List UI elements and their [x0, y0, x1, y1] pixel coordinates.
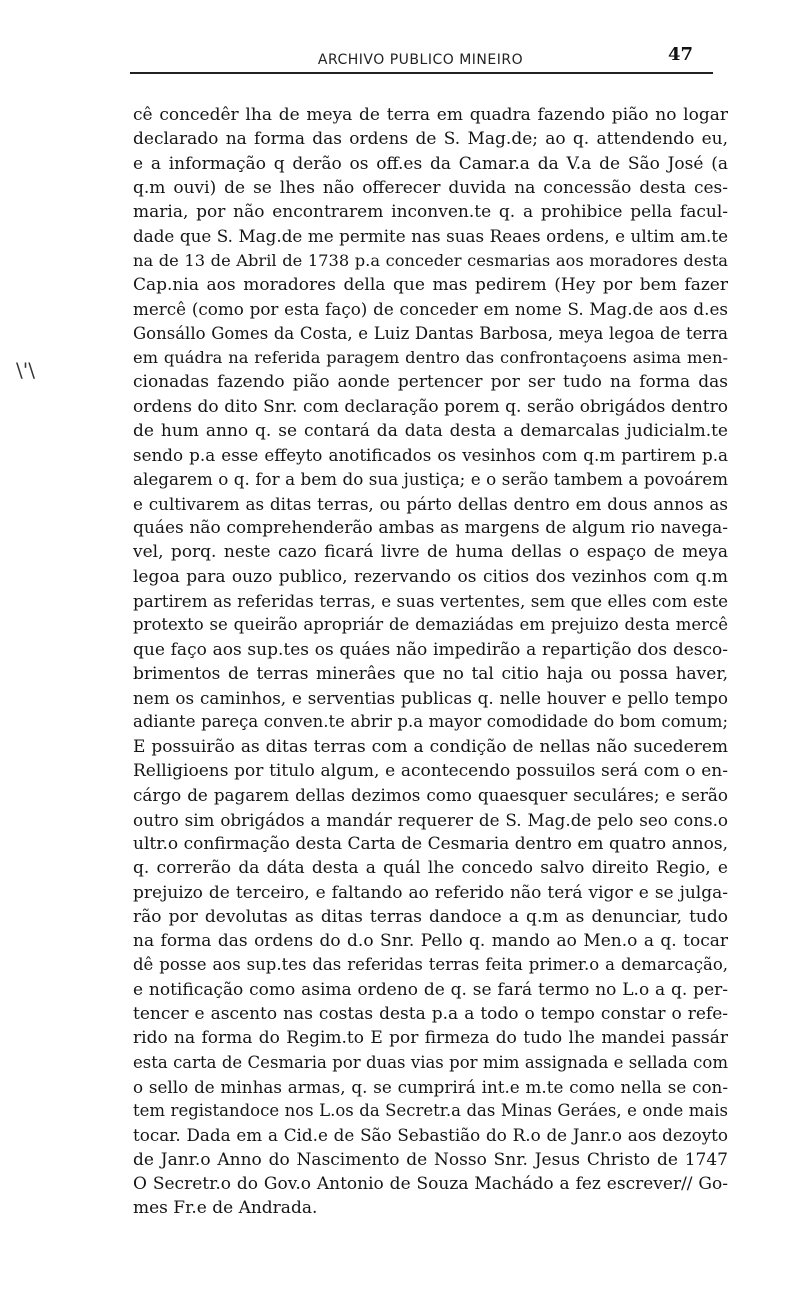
text-line: brimentos de terras minerâes que no tal citio haja ou possa haver,	[133, 663, 728, 684]
text-line: de Janr.o Anno do Nascimento de Nosso Snr. Jesus Christo de 1747	[133, 1149, 728, 1170]
text-line: q.m ouvi) de se lhes não offerecer duvida na concessão desta ces-	[133, 177, 728, 198]
text-line: tem registandoce nos L.os da Secretr.a das Minas Geráes, e onde mais	[133, 1101, 728, 1121]
text-line: cionadas fazendo pião aonde pertencer por ser tudo na forma das	[133, 372, 728, 393]
text-line: maria, por não encontrarem inconven.te q. a prohibice pella facul-	[133, 202, 728, 223]
text-line: alegarem o q. for a bem do sua justiça; e o serão tambem a povoárem	[133, 469, 728, 490]
text-line: cê concedêr lha de meya de terra em quadra fazendo pião no logar	[133, 105, 728, 125]
text-line: prejuizo de terceiro, e faltando ao referido não terá vigor e se julga-	[133, 882, 728, 903]
text-line: tocar. Dada em a Cid.e de São Sebastião do R.o de Janr.o aos dezoyto	[133, 1125, 728, 1146]
text-line: ordens do dito Snr. com declaração porem q. serão obrigádos dentro	[133, 396, 728, 417]
header-rule	[130, 72, 713, 74]
text-line: O Secretr.o do Gov.o Antonio de Souza Machádo a fez escrever// Go-	[133, 1174, 728, 1195]
text-line: E possuirão as ditas terras com a condição de nellas não sucederem	[133, 736, 728, 757]
text-line: em quádra na referida paragem dentro das confrontaçoens asima men-	[133, 347, 728, 367]
text-line: mes Fr.e de Andrada.	[133, 1198, 318, 1219]
text-line: vel, porq. neste cazo ficará livre de huma dellas o espaço de meya	[133, 542, 728, 563]
text-line: de hum anno q. se contará da data desta a demarcalas judicialm.te	[133, 420, 728, 441]
text-line: dê posse aos sup.tes das referidas terras feita primer.o a demarcação,	[133, 955, 728, 975]
margin-mark: \'\	[16, 358, 35, 382]
page-number: 47	[667, 44, 693, 65]
text-line: esta carta de Cesmaria por duas vias por mim assignada e sellada com	[133, 1052, 728, 1072]
text-line: Gonsállo Gomes da Costa, e Luiz Dantas Barbosa, meya legoa de terra	[133, 323, 728, 343]
body-text	[133, 103, 728, 1221]
text-line: declarado na forma das ordens de S. Mag.de; ao q. attendendo eu,	[133, 129, 728, 150]
text-line: Cap.nia aos moradores della que mas pedirem (Hey por bem fazer	[133, 275, 728, 296]
text-line: ultr.o confirmação desta Carta de Cesmaria dentro em quatro annos,	[133, 833, 728, 854]
text-line: outro sim obrigádos a mandár requerer de S. Mag.de pelo seo cons.o	[133, 809, 728, 830]
text-line: protexto se queirão apropriár de demaziádas em prejuizo desta mercê	[133, 615, 728, 635]
text-line: cárgo de pagarem dellas dezimos como quaesquer seculáres; e serão	[133, 785, 728, 806]
text-line: nem os caminhos, e serventias publicas q. nelle houver e pello tempo	[133, 688, 728, 709]
text-line: o sello de minhas armas, q. se cumprirá int.e m.te como nella se con-	[133, 1076, 728, 1097]
text-line: que faço aos sup.tes os quáes não impedirão a repartição dos desco-	[133, 639, 728, 660]
text-line: e cultivarem as ditas terras, ou párto dellas dentro em dous annos as	[133, 493, 728, 514]
text-line: dade que S. Mag.de me permite nas suas Reaes ordens, e ultim am.te	[133, 226, 728, 247]
text-line: Relligioens por titulo algum, e acontecendo possuilos será com o en-	[133, 761, 728, 782]
text-line: legoa para ouzo publico, rezervando os citios dos vezinhos com q.m	[133, 566, 728, 587]
text-line: rão por devolutas as ditas terras dandoce a q.m as denunciar, tudo	[133, 906, 728, 927]
text-line: adiante pareça conven.te abrir p.a mayor comodidade do bom comum;	[133, 712, 728, 732]
text-line: partirem as referidas terras, e suas vertentes, sem que elles com este	[133, 590, 728, 611]
page-header	[128, 44, 713, 74]
text-line: quáes não comprehenderão ambas as margens de algum rio navega-	[133, 518, 728, 539]
text-line: tencer e ascento nas costas desta p.a a todo o tempo constar o refe-	[133, 1003, 728, 1024]
text-line: na forma das ordens do d.o Snr. Pello q. mando ao Men.o a q. tocar	[133, 931, 728, 952]
running-title: ARCHIVO PUBLICO MINEIRO	[317, 52, 524, 68]
text-line: e notificação como asima ordeno de q. se fará termo no L.o a q. per-	[133, 979, 728, 1000]
text-line: na de 13 de Abril de 1738 p.a conceder cesmarias aos moradores desta	[133, 250, 728, 270]
text-line: q. correrão da dáta desta a quál lhe concedo salvo direito Regio, e	[133, 858, 728, 879]
text-line: rido na forma do Regim.to E por firmeza do tudo lhe mandei passár	[133, 1028, 728, 1049]
text-line: mercê (como por esta faço) de conceder em nome S. Mag.de aos d.es	[133, 299, 728, 320]
text-line: sendo p.a esse effeyto anotificados os vesinhos com q.m partirem p.a	[133, 445, 728, 466]
text-line: e a informação q derão os off.es da Camar.a da V.a de São José (a	[133, 153, 728, 174]
